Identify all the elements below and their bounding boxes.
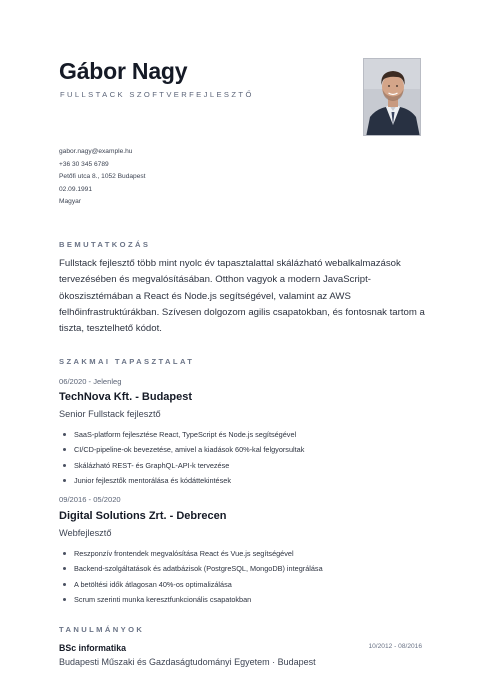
section-title-summary: BEMUTATKOZÁS [59,240,151,249]
list-item: SaaS-platform fejlesztése React, TypeScript és Node.js segítségével [63,427,443,442]
list-item: A betöltési idők átlagosan 40%-os optimalizálása [63,577,443,592]
list-item: CI/CD-pipeline-ok bevezetése, amivel a kiadások 60%-kal felgyorsultak [63,442,443,457]
contact-email[interactable]: gabor.nagy@example.hu [59,148,133,155]
job-period: 06/2020 - Jelenleg [59,377,122,386]
job-role: FULLSTACK SZOFTVERFEJLESZTŐ [60,90,254,99]
contact-phone[interactable]: +36 30 345 6789 [59,160,109,168]
education-degree: BSc informatika [59,643,126,653]
education-school: Budapesti Műszaki és Gazdaságtudományi Egyetem · Budapest [59,657,316,667]
job-company: Digital Solutions Zrt. - Debrecen [59,510,227,522]
contact-info [59,146,146,209]
contact-nationality: Magyar [59,198,81,206]
job-bullets [63,546,443,607]
job-company: TechNova Kft. - Budapest [59,391,193,403]
list-item: Reszponzív frontendek megvalósítása React és Vue.js segítségével [63,546,443,561]
person-name: Gábor Nagy [59,58,188,84]
section-title-education: TANULMÁNYOK [59,625,145,634]
education-dates: 10/2012 - 08/2016 [368,643,422,650]
list-item: Scrum szerinti munka keresztfunkcionális csapatokban [63,592,443,607]
job-bullets [63,427,443,488]
portrait-image [364,59,421,136]
list-item: Backend-szolgáltatások és adatbázisok (PostgreSQL, MongoDB) integrálása [63,561,443,576]
job-position: Senior Fullstack fejlesztő [59,409,161,419]
list-item: Skálázható REST- és GraphQL-API-k tervezése [63,458,443,473]
list-item: Junior fejlesztők mentorálása és kódáttekintések [63,473,443,488]
job-position: Webfejlesztő [59,528,112,538]
profile-photo [363,58,421,136]
job-period: 09/2016 - 05/2020 [59,495,121,504]
contact-address: Petőfi utca 8., 1052 Budapest [59,173,146,181]
summary-text: Fullstack fejlesztő több mint nyolc év tapasztalattal skálázható webalkalmazások tervezésében és megvalósításában. Otthon vagyok a modern JavaScript-ökoszisztémában a React és Node.js segítségével, valamint az AWS felhőinfrastruktúrákban. Szívesen dolgozom agilis csapatokban, és fontosnak tartom a tiszta, tesztelhető kódot. [59,258,425,335]
contact-birth-date: 02.09.1991 [59,185,93,193]
section-title-experience: SZAKMAI TAPASZTALAT [59,357,195,366]
